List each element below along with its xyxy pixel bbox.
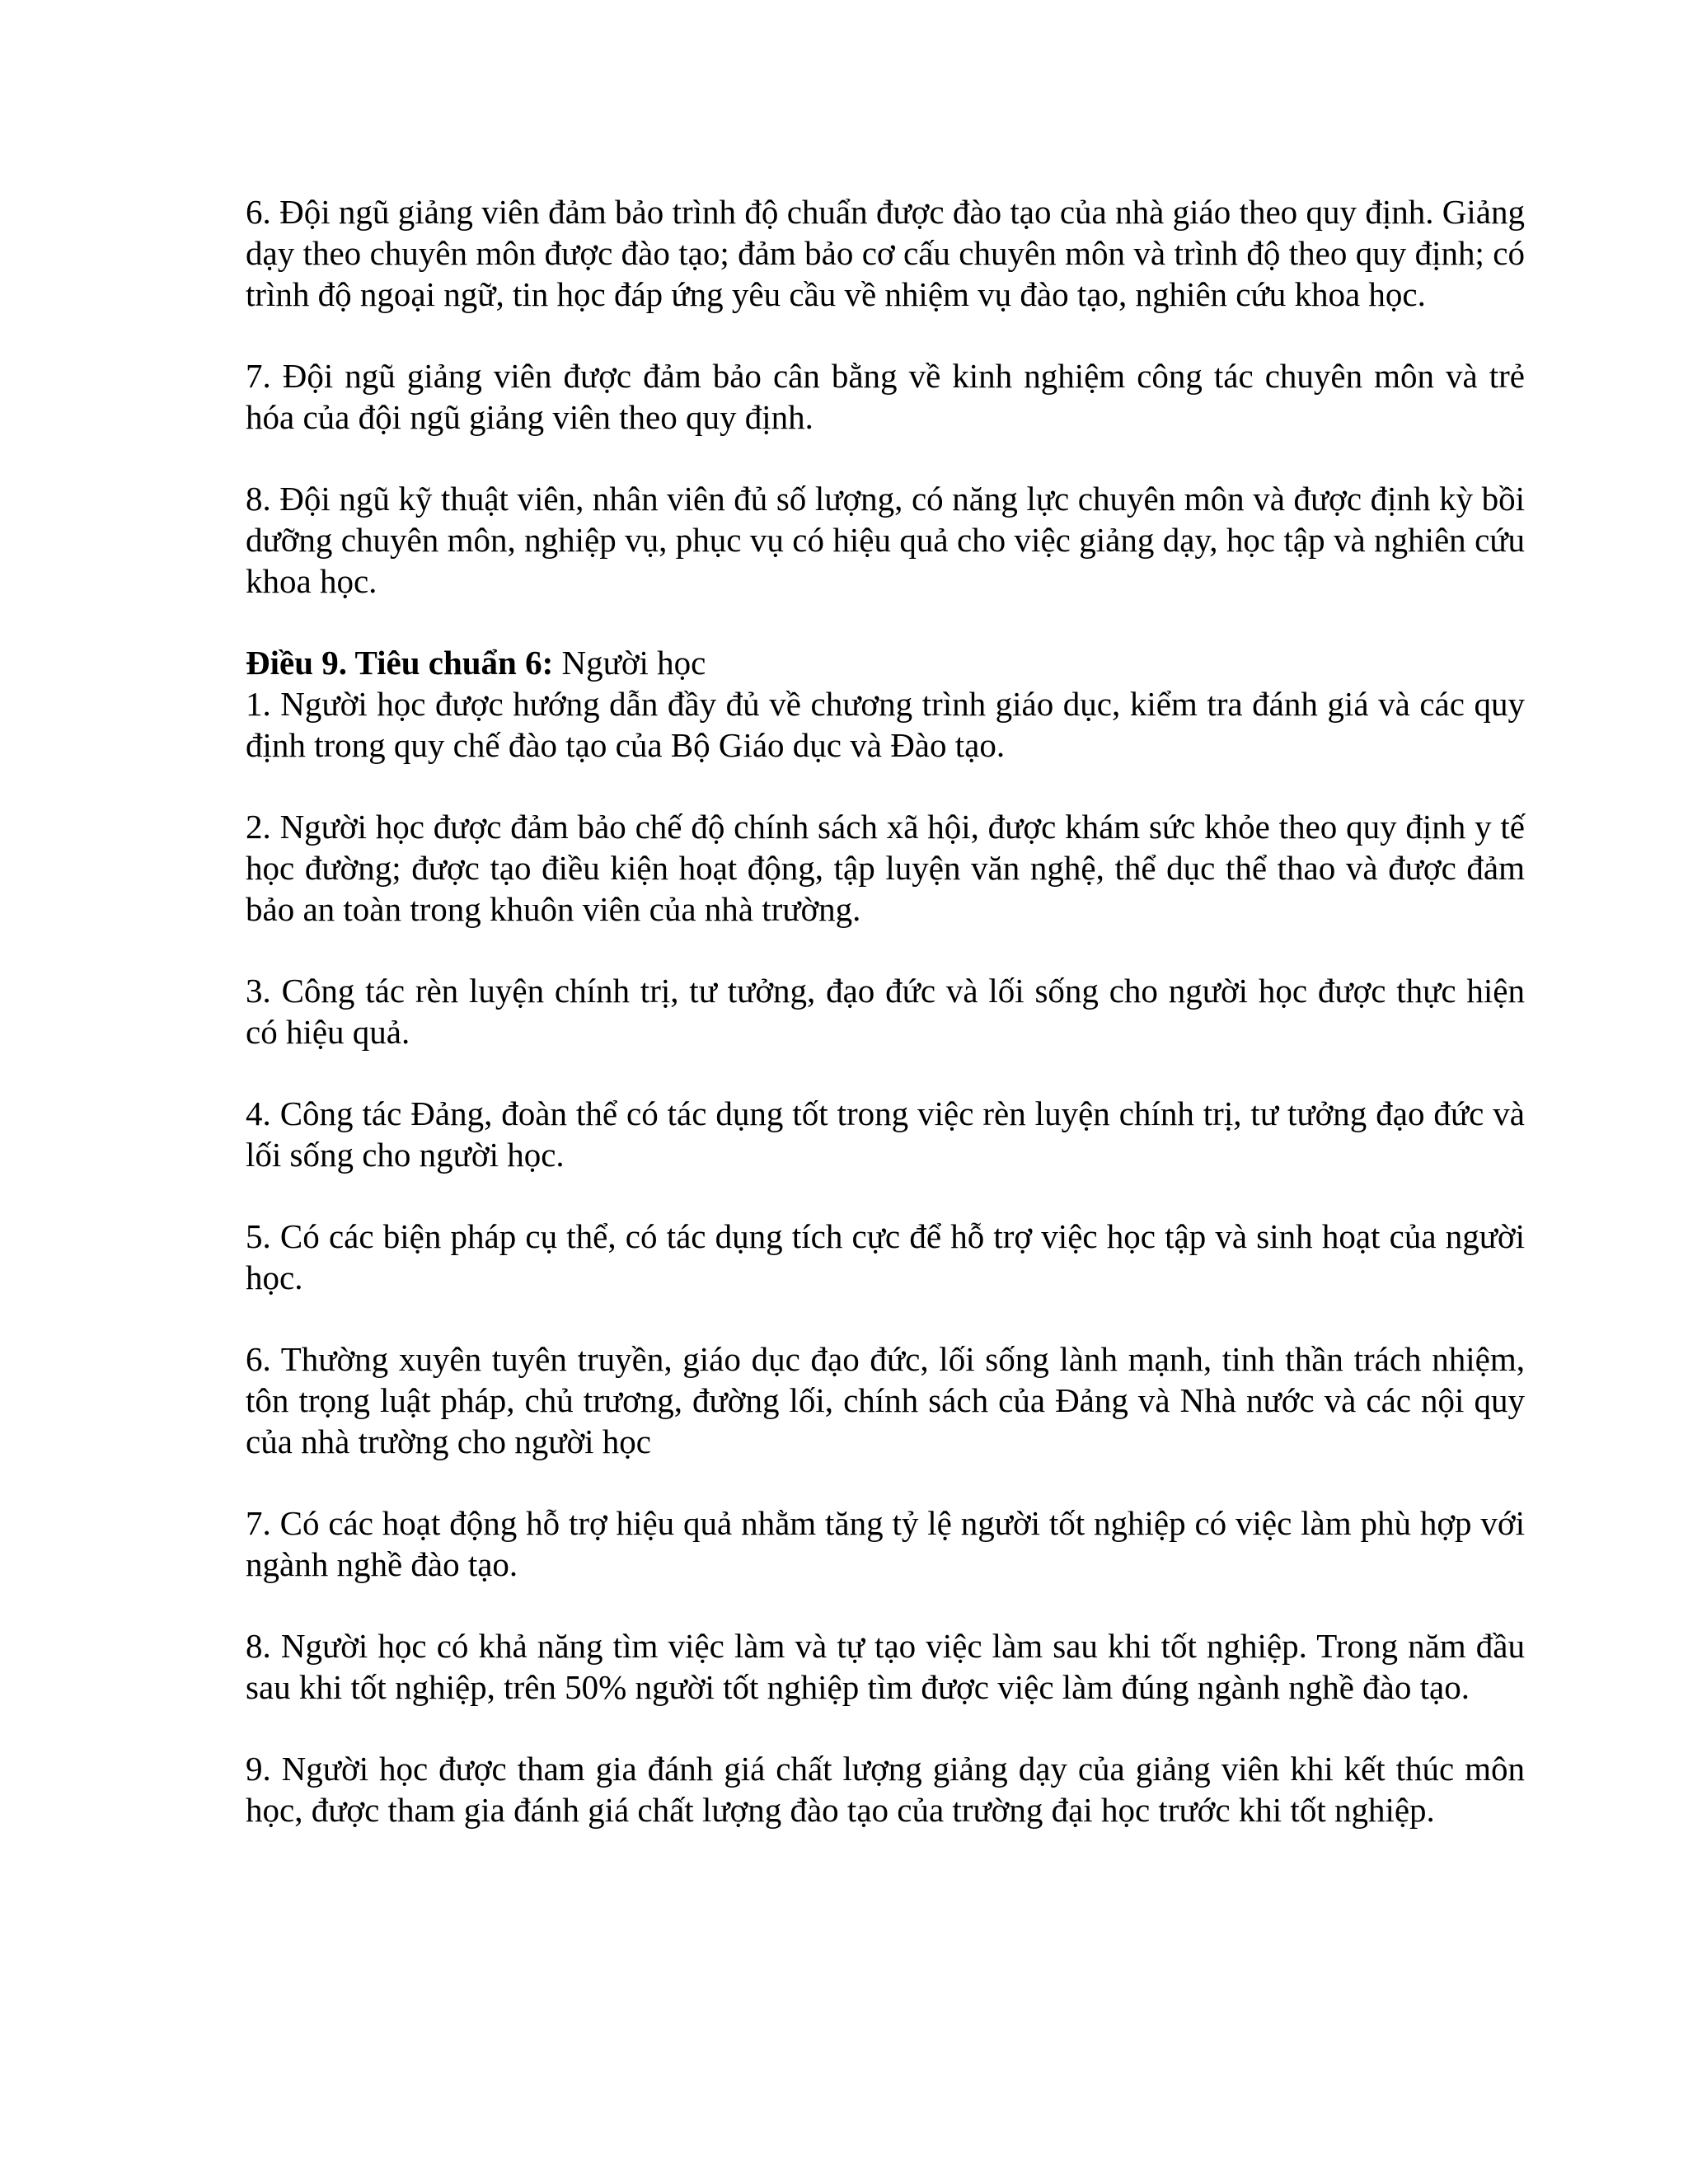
paragraph-b1: 1. Người học được hướng dẫn đầy đủ về chương trình giáo dục, kiểm tra đánh giá và các quy định trong quy chế đào tạo của Bộ Giáo dục và Đào tạo. bbox=[246, 685, 1525, 764]
paragraph-b7: 7. Có các hoạt động hỗ trợ hiệu quả nhằm tăng tỷ lệ người tốt nghiệp có việc làm phù hợp với ngành nghề đào tạo. bbox=[246, 1504, 1525, 1583]
paragraph-a8: 8. Đội ngũ kỹ thuật viên, nhân viên đủ số lượng, có năng lực chuyên môn và được định kỳ bồi dưỡng chuyên môn, nghiệp vụ, phục vụ có hiệu quả cho việc giảng dạy, học tập và nghiên cứu khoa học. bbox=[246, 480, 1525, 600]
paragraph-b9: 9. Người học được tham gia đánh giá chất lượng giảng dạy của giảng viên khi kết thúc môn học, được tham gia đánh giá chất lượng đào tạo của trường đại học trước khi tốt nghiệp. bbox=[246, 1750, 1525, 1829]
document-page bbox=[246, 191, 1525, 1830]
paragraph-b4: 4. Công tác Đảng, đoàn thể có tác dụng tốt trong việc rèn luyện chính trị, tư tưởng đạo đức và lối sống cho người học. bbox=[246, 1094, 1525, 1174]
paragraph-b3: 3. Công tác rèn luyện chính trị, tư tưởng, đạo đức và lối sống cho người học được thực hiện có hiệu quả. bbox=[246, 972, 1525, 1051]
article-heading-bold: Điều 9. Tiêu chuẩn 6: bbox=[246, 644, 554, 682]
article-heading bbox=[246, 642, 1525, 683]
paragraph-b6: 6. Thường xuyên tuyên truyền, giáo dục đạo đức, lối sống lành mạnh, tinh thần trách nhiệm, tôn trọng luật pháp, chủ trương, đường lối, chính sách của Đảng và Nhà nước và các nội quy của nhà trường cho người học bbox=[246, 1340, 1525, 1460]
paragraph-a6: 6. Đội ngũ giảng viên đảm bảo trình độ chuẩn được đào tạo của nhà giáo theo quy định. Giảng dạy theo chuyên môn được đào tạo; đảm bảo cơ cấu chuyên môn và trình độ theo quy định; có trình độ ngoại ngữ, tin học đáp ứng yêu cầu về nhiệm vụ đào tạo, nghiên cứu khoa học. bbox=[246, 193, 1525, 313]
article-heading-title: Người học bbox=[553, 644, 706, 682]
paragraph-b5: 5. Có các biện pháp cụ thể, có tác dụng tích cực để hỗ trợ việc học tập và sinh hoạt của người học. bbox=[246, 1217, 1525, 1296]
paragraph-a7: 7. Đội ngũ giảng viên được đảm bảo cân bằng về kinh nghiệm công tác chuyên môn và trẻ hóa của đội ngũ giảng viên theo quy định. bbox=[246, 357, 1525, 436]
paragraph-b8: 8. Người học có khả năng tìm việc làm và tự tạo việc làm sau khi tốt nghiệp. Trong năm đầu sau khi tốt nghiệp, trên 50% người tốt nghiệp tìm được việc làm đúng ngành nghề đào tạo. bbox=[246, 1627, 1525, 1706]
paragraph-b2: 2. Người học được đảm bảo chế độ chính sách xã hội, được khám sức khỏe theo quy định y tế học đường; được tạo điều kiện hoạt động, tập luyện văn nghệ, thể dục thể thao và được đảm bảo an toàn trong khuôn viên của nhà trường. bbox=[246, 808, 1525, 928]
